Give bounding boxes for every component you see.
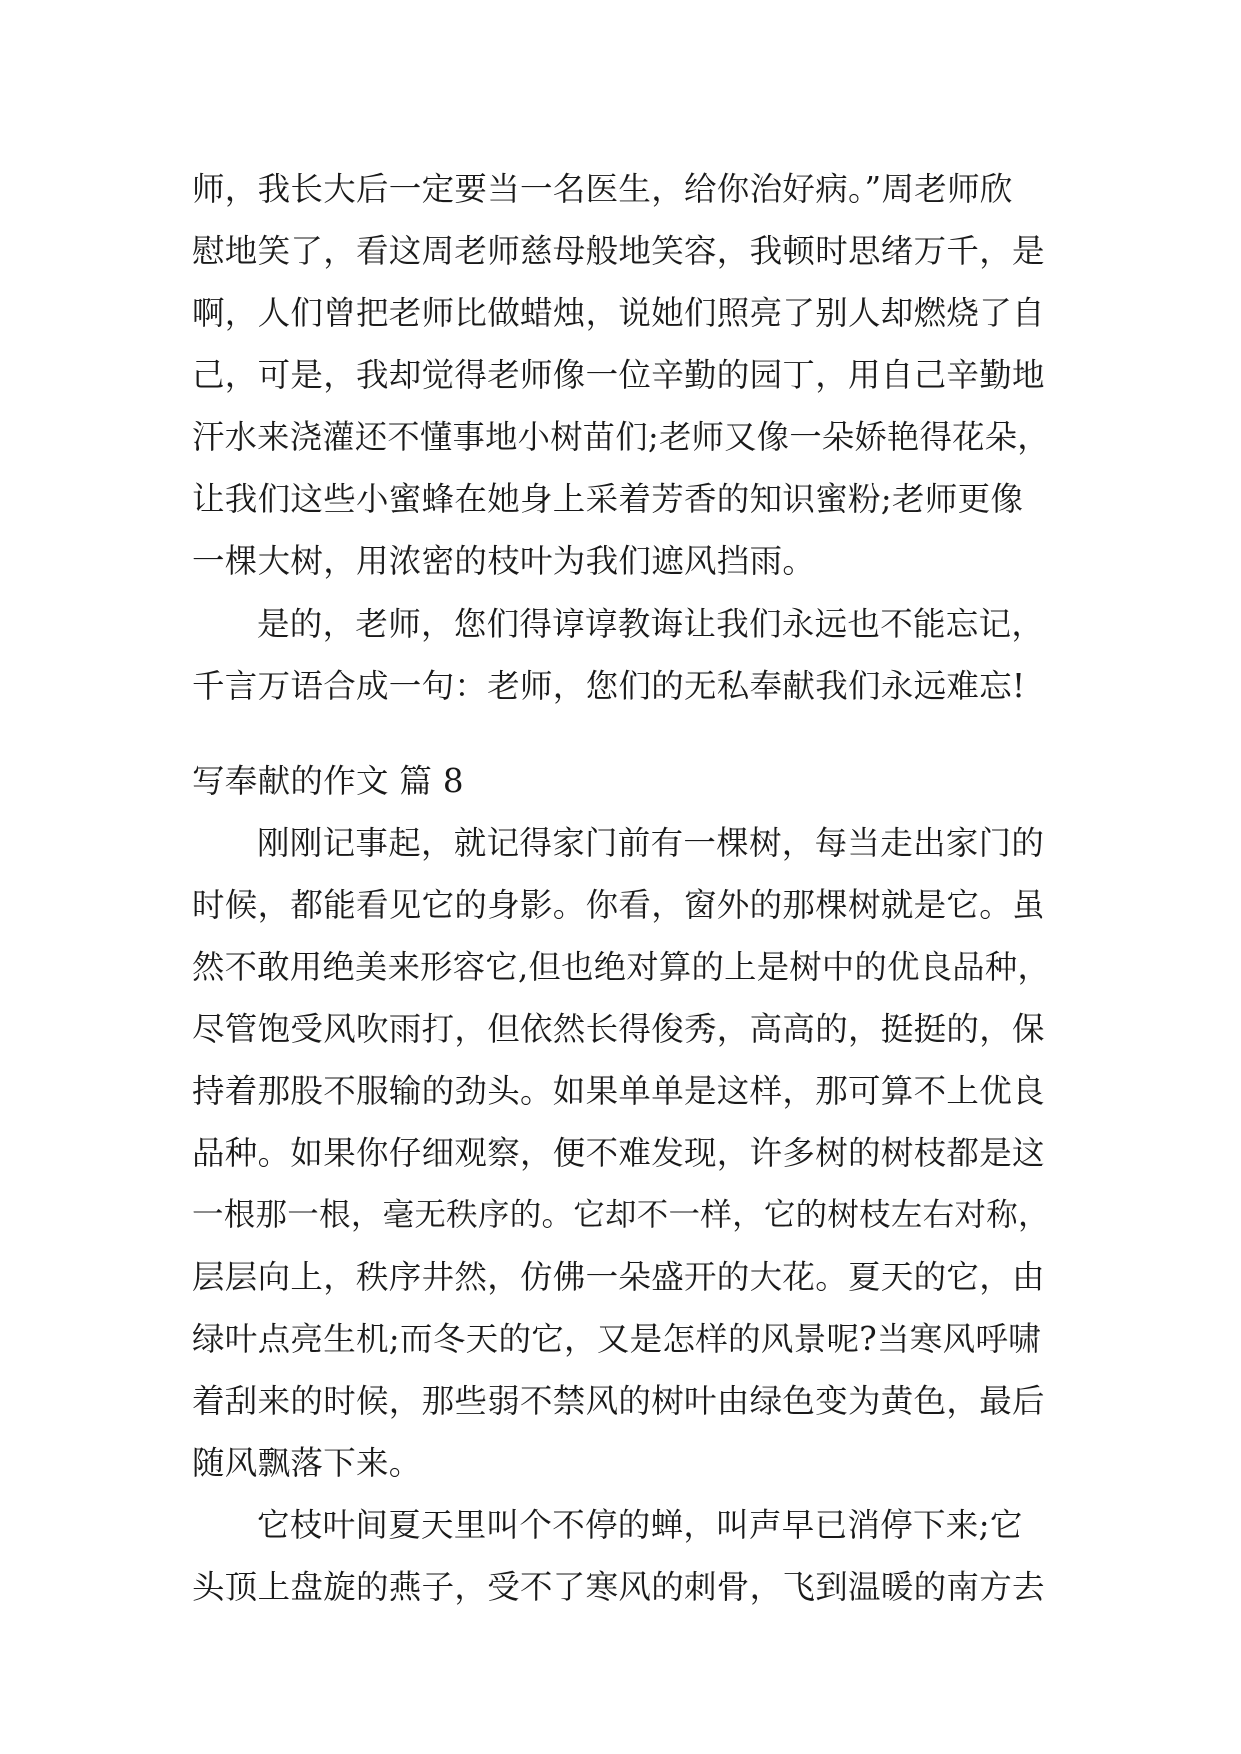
text-line: 层层向上，秩序井然，仿佛一朵盛开的大花。夏天的它，由 xyxy=(192,1258,1045,1296)
text-line: 着刮来的时候，那些弱不禁风的树叶由绿色变为黄色，最后 xyxy=(192,1382,1045,1420)
text-line: 随风飘落下来。 xyxy=(192,1444,422,1482)
text-line: 它枝叶间夏天里叫个不停的蝉，叫声早已消停下来;它 xyxy=(257,1506,1023,1544)
text-line: 汗水来浇灌还不懂事地小树苗们;老师又像一朵娇艳得花朵， xyxy=(192,418,1050,456)
text-line: 师，我长大后一定要当一名医生，给你治好病。”周老师欣 xyxy=(192,170,1013,208)
text-line: 是的，老师，您们得谆谆教诲让我们永远也不能忘记， xyxy=(257,605,1045,643)
text-line: 一棵大树，用浓密的枝叶为我们遮风挡雨。 xyxy=(192,542,816,580)
text-line: 慰地笑了，看这周老师慈母般地笑容，我顿时思绪万千，是 xyxy=(192,232,1045,270)
text-line: 啊，人们曾把老师比做蜡烛，说她们照亮了别人却燃烧了自 xyxy=(192,294,1045,332)
text-line: 己，可是，我却觉得老师像一位辛勤的园丁，用自己辛勤地 xyxy=(192,356,1045,394)
text-line: 刚刚记事起，就记得家门前有一棵树，每当走出家门的 xyxy=(257,824,1045,862)
text-line: 一根那一根，毫无秩序的。它却不一样，它的树枝左右对称， xyxy=(192,1197,1050,1233)
text-line: 绿叶点亮生机;而冬天的它，又是怎样的风景呢?当寒风呼啸 xyxy=(192,1320,1041,1358)
text-line: 持着那股不服输的劲头。如果单单是这样，那可算不上优良 xyxy=(192,1072,1045,1110)
text-line: 千言万语合成一句：老师，您们的无私奉献我们永远难忘! xyxy=(192,667,1026,705)
text-line: 品种。如果你仔细观察，便不难发现，许多树的树枝都是这 xyxy=(192,1134,1045,1172)
text-line: 让我们这些小蜜蜂在她身上采着芳香的知识蜜粉;老师更像 xyxy=(192,480,1024,518)
text-line: 头顶上盘旋的燕子，受不了寒风的刺骨，飞到温暖的南方去 xyxy=(192,1568,1045,1606)
section-heading: 写奉献的作文 篇 8 xyxy=(192,762,464,800)
text-line: 时候，都能看见它的身影。你看，窗外的那棵树就是它。虽 xyxy=(192,886,1045,924)
text-line: 尽管饱受风吹雨打，但依然长得俊秀，高高的，挺挺的，保 xyxy=(192,1010,1045,1048)
text-line: 然不敢用绝美来形容它,但也绝对算的上是树中的优良品种， xyxy=(192,948,1051,986)
